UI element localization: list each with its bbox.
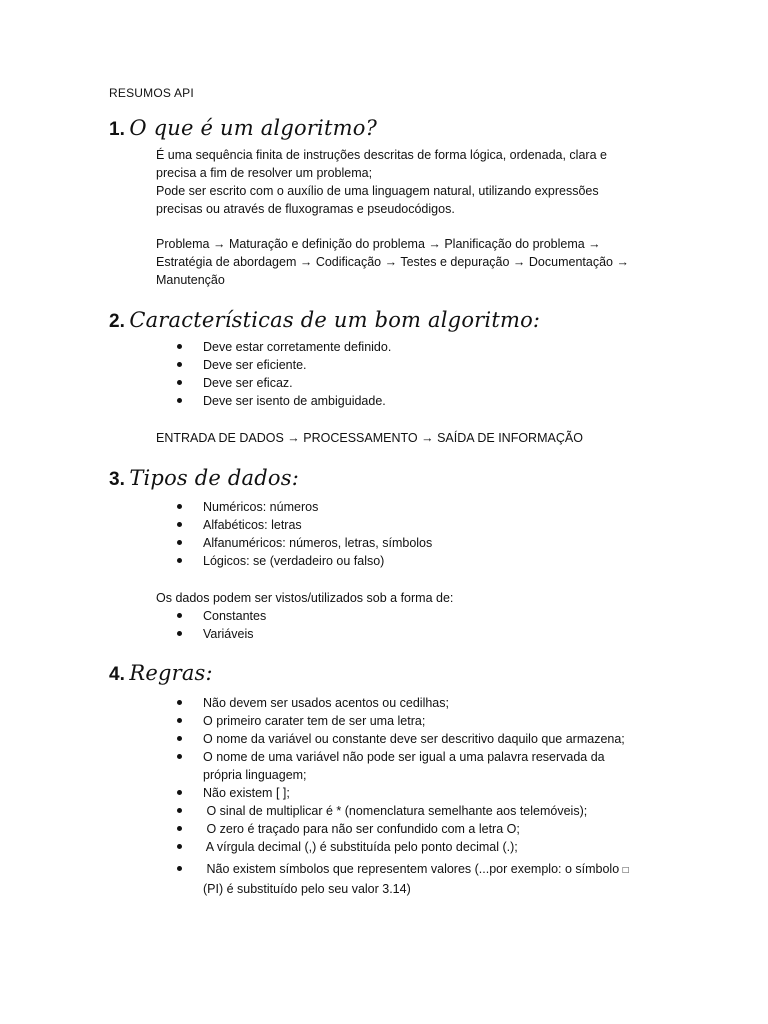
section-2-title: Características de um bom algoritmo: (129, 308, 541, 332)
document-title: RESUMOS API (109, 86, 194, 100)
list-item: Variáveis (156, 625, 656, 643)
section-2-list (156, 338, 656, 410)
bullet-icon (177, 754, 182, 759)
bullet-icon (177, 398, 182, 403)
list-item: Deve ser isento de ambiguidade. (156, 392, 656, 410)
list-item: O primeiro carater tem de ser uma letra; (156, 712, 656, 730)
section-2-number: 2. (109, 311, 125, 332)
list-item: A vírgula decimal (,) é substituída pelo ponto decimal (.); (156, 838, 656, 856)
section-3-list (156, 498, 656, 570)
section-3-forms-intro: Os dados podem ser vistos/utilizados sob a forma de: (156, 591, 454, 605)
section-4-title: Regras: (129, 661, 213, 685)
bullet-icon (177, 700, 182, 705)
list-item: Constantes (156, 607, 656, 625)
bullet-icon (177, 558, 182, 563)
bullet-icon (177, 718, 182, 723)
section-3-forms-list (156, 607, 656, 643)
section-2-heading (109, 310, 540, 331)
section-4-list (156, 694, 656, 898)
list-item: Deve estar corretamente definido. (156, 338, 656, 356)
bullet-icon (177, 362, 182, 367)
bullet-icon (177, 540, 182, 545)
definition-line: Pode ser escrito com o auxílio de uma linguagem natural, utilizando expressões (156, 184, 599, 198)
list-item: Lógicos: se (verdadeiro ou falso) (156, 552, 656, 570)
section-2-flow: ENTRADA DE DADOS → PROCESSAMENTO → SAÍDA DE INFORMAÇÃO (156, 431, 583, 445)
flow-line: Problema → Maturação e definição do problema → Planificação do problema → (156, 237, 601, 251)
definition-line: É uma sequência finita de instruções descritas de forma lógica, ordenada, clara e (156, 148, 607, 162)
bullet-icon (177, 613, 182, 618)
section-1-heading (109, 118, 377, 139)
section-1-definition (156, 146, 646, 218)
list-item: Alfanuméricos: números, letras, símbolos (156, 534, 656, 552)
list-item: Não devem ser usados acentos ou cedilhas; (156, 694, 656, 712)
bullet-icon (177, 808, 182, 813)
bullet-icon (177, 344, 182, 349)
list-item: O sinal de multiplicar é * (nomenclatura semelhante aos telemóveis); (156, 802, 656, 820)
section-4-heading (109, 663, 213, 684)
section-1-title: O que é um algoritmo? (129, 116, 378, 140)
section-3-number: 3. (109, 469, 125, 490)
list-item: Numéricos: números (156, 498, 656, 516)
list-item: Deve ser eficiente. (156, 356, 656, 374)
section-3-heading (109, 468, 299, 489)
bullet-icon (177, 504, 182, 509)
flow-line: Estratégia de abordagem → Codificação → Testes e depuração → Documentação → (156, 255, 629, 269)
bullet-icon (177, 866, 182, 871)
section-4-number: 4. (109, 664, 125, 685)
section-1-number: 1. (109, 119, 125, 140)
list-item: Deve ser eficaz. (156, 374, 656, 392)
definition-line: precisas ou através de fluxogramas e pseudocódigos. (156, 202, 455, 216)
list-item: Não existem símbolos que representem valores (...por exemplo: o símbolo □ (PI) é substituído pelo seu valor 3.14) (156, 860, 656, 898)
bullet-icon (177, 522, 182, 527)
list-item: O nome de uma variável não pode ser igual a uma palavra reservada da própria linguagem; (156, 748, 656, 784)
bullet-icon (177, 380, 182, 385)
section-1-process-flow (156, 235, 646, 289)
bullet-icon (177, 790, 182, 795)
list-item: Alfabéticos: letras (156, 516, 656, 534)
definition-line: precisa a fim de resolver um problema; (156, 166, 373, 180)
bullet-icon (177, 736, 182, 741)
list-item: Não existem [ ]; (156, 784, 656, 802)
bullet-icon (177, 631, 182, 636)
flow-line: Manutenção (156, 273, 225, 287)
bullet-icon (177, 826, 182, 831)
section-3-title: Tipos de dados: (129, 466, 300, 490)
bullet-icon (177, 844, 182, 849)
missing-glyph-icon: □ (622, 865, 629, 876)
list-item: O zero é traçado para não ser confundido com a letra O; (156, 820, 656, 838)
list-item: O nome da variável ou constante deve ser descritivo daquilo que armazena; (156, 730, 656, 748)
